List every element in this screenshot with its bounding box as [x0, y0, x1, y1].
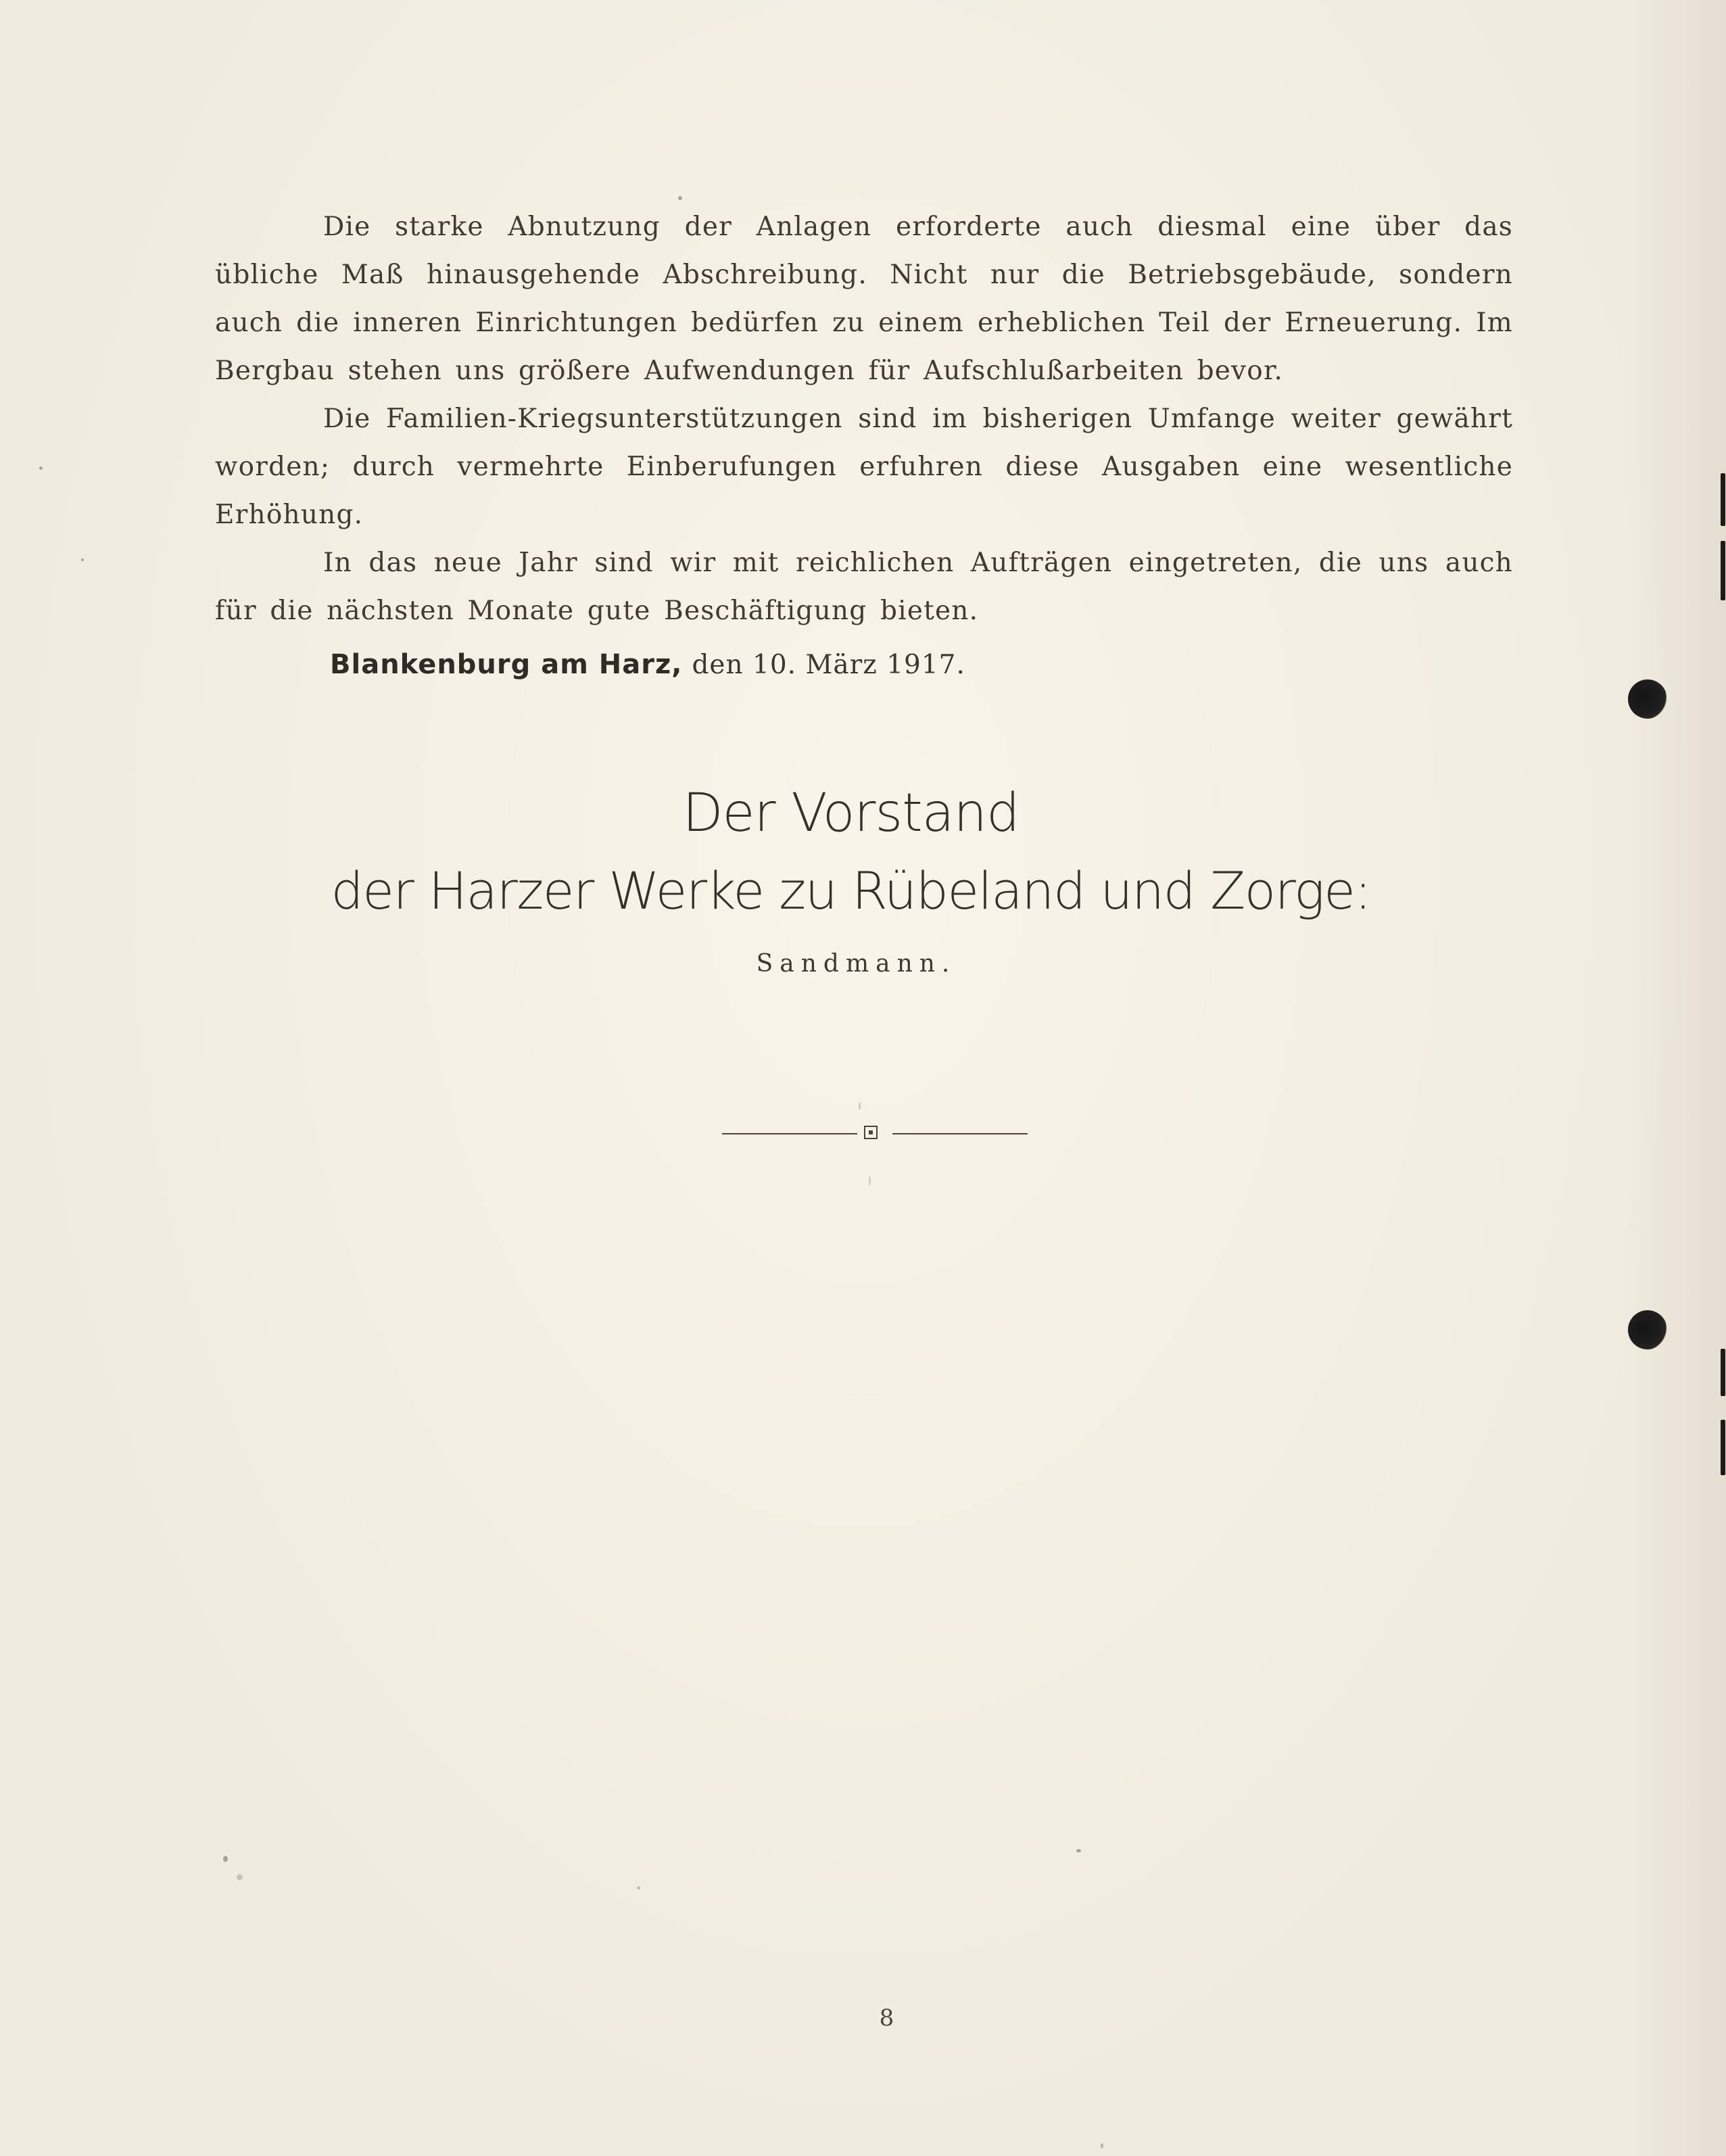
signature-company: der Harzer Werke zu Rübeland und Zorge: — [331, 861, 1371, 921]
ornament-divider — [722, 1122, 1028, 1145]
page-number: 8 — [879, 2005, 894, 2032]
scan-speck — [237, 1874, 243, 1880]
paragraph-depreciation: Die starke Abnutzung der Anlagen erforderte auch diesmal eine über das übliche Maß hinausgehende Abschreibung. Nicht nur die Betriebsgebäude, sondern auch die inneren Einrichtungen bedürfen zu einem erheblichen Teil der Erneuerung. Im Bergbau stehen uns größere Aufwendungen für Aufschlußarbeiten bevor. — [215, 212, 1513, 386]
ornament-rule-right — [892, 1133, 1028, 1134]
edge-mark — [1721, 473, 1725, 526]
edge-mark — [1721, 1349, 1725, 1396]
place: Blankenburg am Harz, — [330, 649, 683, 680]
scan-speck — [1101, 2143, 1103, 2149]
ornament-rule-left — [722, 1133, 857, 1134]
scan-speck — [859, 1102, 861, 1110]
paragraph-war-support: Die Familien-Kriegsunterstützungen sind im bisherigen Umfange weiter gewährt worden; durch vermehrte Einberufungen erfuhren diese Ausgaben eine wesentliche Erhöhung. — [215, 404, 1513, 530]
edge-mark — [1721, 1420, 1725, 1475]
body-text — [215, 203, 1513, 635]
signature-name: Sandmann. — [756, 950, 957, 978]
punch-hole-bottom — [1628, 1310, 1667, 1349]
scan-speck — [223, 1856, 228, 1862]
punch-hole-top — [1628, 679, 1667, 719]
scan-speck — [678, 196, 682, 200]
ornament-square-icon — [864, 1126, 878, 1139]
date: den 10. März 1917. — [692, 650, 965, 680]
scan-speck — [39, 466, 43, 470]
scan-speck — [1076, 1849, 1081, 1852]
scan-speck — [81, 558, 84, 561]
edge-mark — [1721, 541, 1725, 600]
signature-title: Der Vorstand — [682, 783, 1020, 844]
scan-speck — [637, 1886, 640, 1890]
place-and-date — [330, 649, 965, 680]
scan-speck — [869, 1176, 871, 1186]
paragraph-new-year-orders: In das neue Jahr sind wir mit reichlichen Aufträgen eingetreten, die uns auch für die nächsten Monate gute Beschäftigung bieten. — [215, 548, 1513, 626]
